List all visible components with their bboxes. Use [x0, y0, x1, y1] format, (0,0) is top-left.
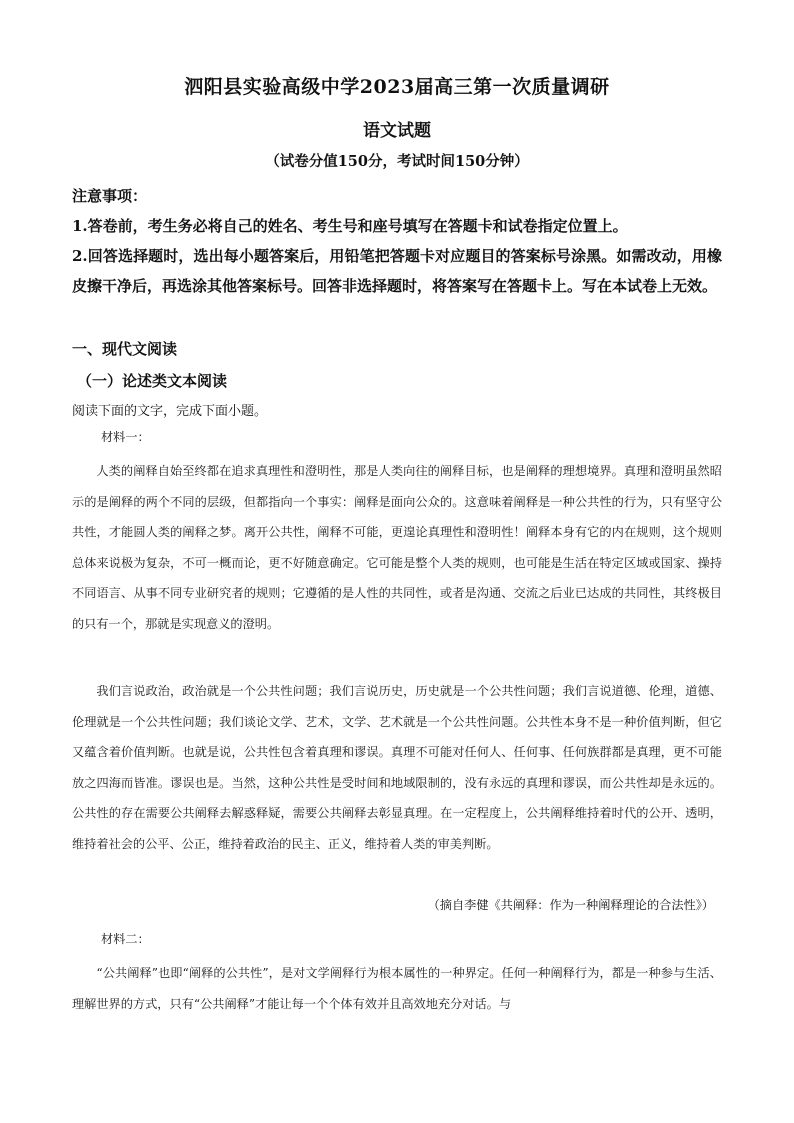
exam-meta: （试卷分值150分，考试时间150分钟）	[265, 153, 529, 170]
exam-subtitle: 语文试题	[363, 121, 431, 141]
notes-heading: 注意事项：	[72, 187, 148, 205]
material2-label: 材料二：	[101, 932, 150, 946]
section-heading-sub: （一）论述类文本阅读	[77, 372, 228, 390]
material1-paragraph-2	[72, 676, 722, 860]
paragraph-text: 我们言说政治，政治就是一个公共性问题；我们言说历史，历史就是一个公共性问题；我们言说道德、伦理，道德、伦理就是一个公共性问题；我们谈论文学、艺术，文学、艺术就是一个公共性问题。公共性本身不是一种价值判断，但它又蕴含着价值判断。也就是说，公共性包含着真理和谬误。真理不可能对任何人、任何事、任何族群都是真理，更不可能放之四海而皆准。谬误也是。当然，这种公共性是受时间和地域限制的，没有永远的真理和谬误，而公共性却是永远的。公共性的存在需要公共阐释去解惑释疑，需要公共阐释去彰显真理。在一定程度上，公共阐释维持着时代的公开、透明，维持着社会的公平、公正，维持着政治的民主、正义，维持着人类的审美判断。	[72, 684, 722, 851]
reading-instruction: 阅读下面的文字，完成下面小题。	[72, 404, 268, 419]
section-heading-part1: 一、现代文阅读	[72, 340, 178, 358]
notes-block	[72, 181, 722, 301]
material1-label: 材料一：	[101, 430, 150, 444]
material1-paragraph-1	[72, 456, 722, 640]
notes-item-1: 1.答卷前，考生务必将自己的姓名、考生号和座号填写在答题卡和试卷指定位置上。	[72, 217, 628, 235]
material2-paragraph-1	[72, 958, 722, 1019]
notes-item-2: 2.回答选择题时，选出每小题答案后，用铅笔把答题卡对应题目的答案标号涂黑。如需改动，用橡皮擦干净后，再选涂其他答案标号。回答非选择题时，将答案写在答题卡上。写在本试卷上无效。	[72, 247, 722, 295]
material1-citation: （摘自李健《共阐释：作为一种阐释理论的合法性》）	[427, 898, 714, 912]
paragraph-text: 人类的阐释自始至终都在追求真理性和澄明性，那是人类向往的阐释目标，也是阐释的理想境界。真理和澄明虽然昭示的是阐释的两个不同的层级，但都指向一个事实：阐释是面向公众的。这意味着阐释是一种公共性的行为，只有坚守公共性，才能圆人类的阐释之梦。离开公共性，阐释不可能，更遑论真理性和澄明性！阐释本身有它的内在规则，这个规则总体来说极为复杂，不可一概而论，更不好随意确定。它可能是整个人类的规则，也可能是生活在特定区域或国家、操持不同语言、从事不同专业研究者的规则；它遵循的是人性的共同性，或者是沟通、交流之后业已达成的共同性，其终极目的只有一个，那就是实现意义的澄明。	[72, 464, 722, 631]
exam-title: 泗阳县实验高级中学2023届高三第一次质量调研	[184, 76, 610, 98]
paragraph-text: “公共阐释”也即“阐释的公共性”，是对文学阐释行为根本属性的一种界定。任何一种阐释行为，都是一种参与生活、理解世界的方式，只有“公共阐释”才能让每一个个体有效并且高效地充分对话。与	[72, 966, 722, 1011]
